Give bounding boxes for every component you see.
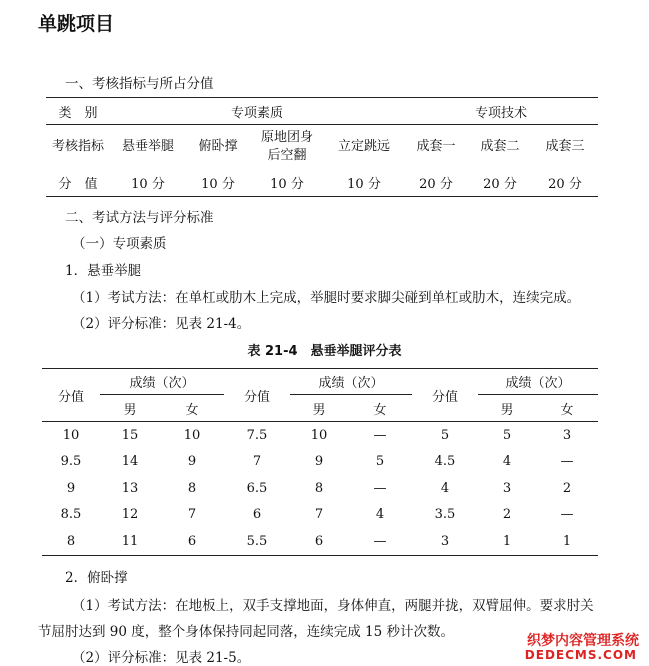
section2-heading: 二、考试方法与评分标准 (65, 210, 214, 226)
table-cell: — (373, 480, 387, 496)
cell-line: 原地团身 (260, 130, 313, 145)
table-cell: 20 分 (532, 169, 598, 197)
score-header: 分值 (412, 369, 478, 422)
table-cell: 10 分 (186, 169, 250, 197)
table-cell: 考核指标 (51, 139, 104, 154)
table-cell: 分 值 (46, 169, 110, 197)
category-label: 类 别 (46, 98, 110, 125)
special-skill-header: 专项技术 (404, 98, 598, 125)
table-row (46, 169, 598, 197)
table-scoring-weights (46, 97, 598, 197)
table-cell: 3 (502, 480, 512, 496)
watermark-logo: DEDECMS.COM (524, 648, 637, 662)
table-cell: 8 (42, 528, 100, 555)
table-cell (250, 125, 324, 170)
table-cell: 7.5 (246, 427, 268, 443)
result-header: 成绩（次） (290, 369, 412, 395)
table-cell: 12 (121, 507, 139, 523)
table-row (42, 475, 598, 502)
table-cell: 成套一 (416, 139, 456, 154)
male-header: 男 (290, 395, 348, 422)
table-cell: 7 (252, 454, 262, 470)
table-cell: — (348, 528, 412, 555)
table-cell: 10 分 (324, 169, 404, 197)
special-quality-header: 专项素质 (110, 98, 404, 125)
result-header: 成绩（次） (478, 369, 598, 395)
table-cell: 5 (440, 427, 450, 443)
table-cell: — (560, 507, 574, 523)
male-header: 男 (100, 395, 160, 422)
paragraph: 节屈肘达到 90 度，整个身体保持同起同落，连续完成 15 秒计次数。 (38, 624, 455, 640)
paragraph: （1）考试方法：在单杠或肋木上完成，举腿时要求脚尖碰到单杠或肋木，连续完成。 (72, 290, 581, 306)
cell-line: 后空翻 (267, 148, 307, 163)
table-cell: 13 (121, 480, 139, 496)
item-heading: 1．悬垂举腿 (65, 263, 142, 279)
table-cell: 1 (536, 528, 598, 555)
watermark-logo: 织梦内容管理系统 (527, 633, 639, 649)
table-cell: 9 (314, 454, 324, 470)
table-cell: 立定跳远 (337, 139, 390, 154)
table-cell: 9.5 (60, 454, 82, 470)
score-header: 分值 (42, 369, 100, 422)
table-caption: 表 21-4 悬垂举腿评分表 (247, 344, 402, 359)
table-cell: 1 (478, 528, 536, 555)
table-cell: 10 (62, 427, 80, 443)
table-row (42, 502, 598, 529)
result-header: 成绩（次） (100, 369, 224, 395)
table-cell: 悬垂举腿 (121, 139, 174, 154)
table-cell: — (560, 454, 574, 470)
table-leg-raise-scores (42, 368, 598, 556)
table-cell: 9 (187, 454, 197, 470)
table-cell: 3 (412, 528, 478, 555)
table-header-row (42, 395, 598, 422)
table-cell: 8 (314, 480, 324, 496)
paragraph: （1）考试方法：在地板上，双手支撑地面，身体伸直，两腿并拢，双臂屈伸。要求肘关 (72, 598, 594, 614)
table-cell: 3.5 (434, 507, 456, 523)
table-cell: 5 (375, 454, 385, 470)
table-cell: 成套二 (480, 139, 520, 154)
table-cell: — (373, 427, 387, 443)
table-row (42, 449, 598, 476)
table-row (42, 422, 598, 449)
table-cell: 5 (502, 427, 512, 443)
table-cell: 2 (502, 507, 512, 523)
table-cell: 5.5 (224, 528, 290, 555)
table-row (46, 98, 598, 125)
table-row (42, 528, 598, 555)
table-cell: 俯卧撑 (198, 139, 238, 154)
female-header: 女 (536, 395, 598, 422)
table-cell: 4 (502, 454, 512, 470)
table-cell: 20 分 (404, 169, 468, 197)
table-cell: 9 (66, 480, 76, 496)
table-cell: 7 (314, 507, 324, 523)
table-cell: 14 (121, 454, 139, 470)
paragraph: （2）评分标准：见表 21-4。 (72, 316, 251, 332)
table-cell: 20 分 (468, 169, 532, 197)
table-header-row (42, 369, 598, 395)
table-cell: 成套三 (545, 139, 585, 154)
table-cell: 4.5 (434, 454, 456, 470)
table-cell: 4 (440, 480, 450, 496)
paragraph: （2）评分标准：见表 21-5。 (72, 650, 251, 666)
table-cell: 6 (290, 528, 348, 555)
male-header: 男 (478, 395, 536, 422)
table-cell: 7 (187, 507, 197, 523)
table-cell: 8.5 (60, 507, 82, 523)
subsection-heading: （一）专项素质 (72, 236, 167, 252)
table-cell: 4 (375, 507, 385, 523)
table-cell: 6.5 (246, 480, 268, 496)
table-cell: 6 (252, 507, 262, 523)
section1-heading: 一、考核指标与所占分值 (65, 76, 214, 92)
table-cell: 6 (160, 528, 224, 555)
female-header: 女 (160, 395, 224, 422)
item-heading: 2．俯卧撑 (65, 570, 128, 586)
table-cell: 10 (310, 427, 328, 443)
table-cell: 10 分 (250, 169, 324, 197)
page-title: 单跳项目 (38, 13, 115, 35)
female-header: 女 (348, 395, 412, 422)
table-row (46, 125, 598, 170)
table-cell: 2 (562, 480, 572, 496)
table-cell: 10 (183, 427, 201, 443)
score-header: 分值 (224, 369, 290, 422)
table-cell: 10 分 (110, 169, 186, 197)
table-cell: 8 (187, 480, 197, 496)
table-cell: 11 (100, 528, 160, 555)
table-cell: 3 (562, 427, 572, 443)
table-cell: 15 (121, 427, 139, 443)
